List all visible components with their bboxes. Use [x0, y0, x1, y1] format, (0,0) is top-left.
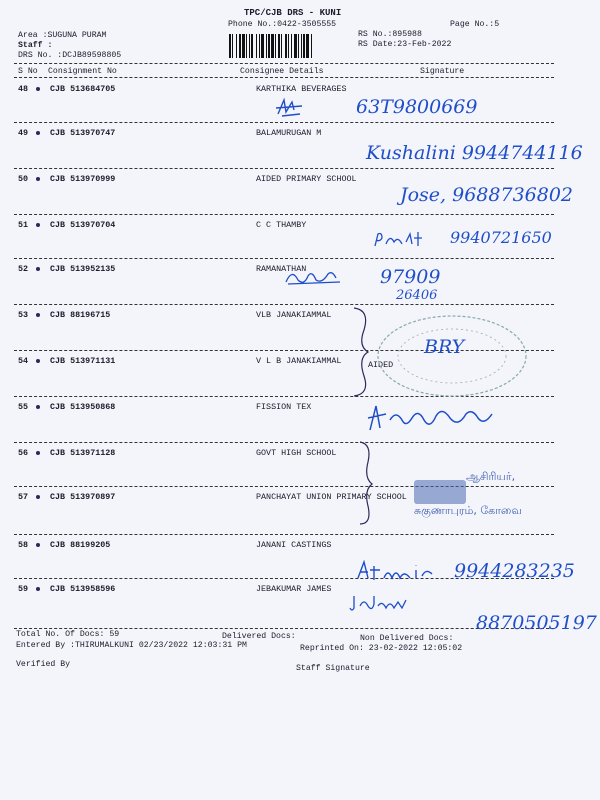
row-bullet: [36, 313, 40, 317]
barcode-bar: [291, 34, 292, 58]
column-consignee: Consignee Details: [240, 67, 324, 76]
row-bullet: [36, 587, 40, 591]
stamp-ink-blot: [414, 480, 466, 504]
row-divider: [14, 628, 554, 629]
column-consignment: Consignment No: [48, 67, 117, 76]
row-sno: 56: [18, 448, 29, 458]
row-consignee-name: FISSION TEX: [256, 402, 312, 412]
row-bullet: [36, 405, 40, 409]
barcode-bar: [229, 34, 231, 58]
row-50-signature: Jose, 9688736802: [400, 184, 574, 206]
row-consignee-name: VLB JANAKIAMMAL: [256, 310, 332, 320]
barcode-bar: [311, 34, 312, 58]
row-sno: 52: [18, 264, 29, 274]
row-divider: [14, 168, 554, 169]
row-sno: 55: [18, 402, 29, 412]
row-bullet: [36, 359, 40, 363]
barcode-bar: [266, 34, 267, 58]
staff-label: Staff :: [18, 41, 53, 50]
barcode-bar: [249, 34, 250, 58]
barcode-bar: [278, 34, 280, 58]
brace-53-54: [350, 306, 374, 398]
barcode-bar: [261, 34, 264, 58]
total-docs: Total No. Of Docs: 59: [16, 630, 120, 639]
row-58-signature: 9944283235: [454, 560, 575, 582]
row-divider: [14, 442, 554, 443]
area-label: Area :SUGUNA PURAM: [18, 31, 107, 40]
row-51-signature: 9940721650: [450, 228, 552, 247]
page-number: Page No.:5: [450, 20, 500, 29]
row-consignee-name: JANANI CASTINGS: [256, 540, 332, 550]
row-consignment-number: CJB 513950868: [50, 402, 116, 412]
row-48-scribble: [274, 96, 304, 118]
row-sno: 59: [18, 584, 29, 594]
row-consignment-number: CJB 513970897: [50, 492, 116, 502]
barcode-bar: [288, 34, 289, 58]
row-divider: [14, 534, 554, 535]
reprinted-on: Reprinted On: 23-02-2022 12:05:02: [300, 644, 463, 653]
row-divider: [14, 258, 554, 259]
row-bullet: [36, 177, 40, 181]
barcode-bar: [239, 34, 241, 58]
row-bullet: [36, 267, 40, 271]
barcode-bar: [306, 34, 309, 58]
row-consignee-name: KARTHIKA BEVERAGES: [256, 84, 347, 94]
row-divider: [14, 214, 554, 215]
rs-number: RS No.:895988: [358, 30, 422, 39]
row-consignment-number: CJB 513952135: [50, 264, 116, 274]
barcode-bar: [246, 34, 247, 58]
row-consignee-name: GOVT HIGH SCHOOL: [256, 448, 337, 458]
staff-signature-label: Staff Signature: [296, 664, 370, 673]
row-consignment-number: CJB 513970704: [50, 220, 116, 230]
row-consignment-number: CJB 88196715: [50, 310, 111, 320]
barcode-image: [228, 34, 352, 58]
row-consignment-number: CJB 513958596: [50, 584, 116, 594]
row-consignment-number: CJB 513971131: [50, 356, 116, 366]
brace-56-57: [356, 440, 376, 526]
column-divider: [14, 77, 554, 78]
row-51-scribble: [372, 228, 424, 250]
row-consignee-name: BALAMURUGAN M: [256, 128, 322, 138]
row-consignee-name: C C THAMBY: [256, 220, 307, 230]
row-sno: 53: [18, 310, 29, 320]
school-stamp: [414, 470, 564, 518]
barcode-bar: [256, 34, 257, 58]
row-consignment-number: CJB 513970747: [50, 128, 116, 138]
row-bullet: [36, 451, 40, 455]
row-consignee-name: RAMANATHAN: [256, 264, 307, 274]
stamp-line-2: சுகுணாபுரம், கோவை: [414, 504, 522, 517]
row-52-signature-extra: 26406: [396, 288, 438, 303]
phone-number: Phone No.:0422-3505555: [228, 20, 337, 29]
barcode-bar: [271, 34, 274, 58]
barcode-bar: [298, 34, 299, 58]
row-bullet: [36, 223, 40, 227]
barcode-bar: [281, 34, 282, 58]
barcode-bar: [259, 34, 260, 58]
stamp-line-1: ஆசிரியர்,: [466, 470, 516, 483]
row-54-aided-note: AIDED: [368, 360, 394, 370]
row-consignee-name: PANCHAYAT UNION PRIMARY SCHOOL: [256, 492, 407, 502]
non-delivered-docs: Non Delivered Docs:: [360, 634, 454, 643]
row-55-scribble: [366, 400, 498, 436]
row-bullet: [36, 543, 40, 547]
row-sno: 49: [18, 128, 29, 138]
row-consignment-number: CJB 513684705: [50, 84, 116, 94]
delivered-docs: Delivered Docs:: [222, 632, 296, 641]
barcode-bar: [303, 34, 305, 58]
row-sno: 58: [18, 540, 29, 550]
row-59-signature: 8870505197: [476, 612, 597, 634]
row-48-signature: 63T9800669: [356, 96, 478, 118]
row-consignment-number: CJB 513971128: [50, 448, 116, 458]
column-signature: Signature: [420, 67, 465, 76]
row-sno: 50: [18, 174, 29, 184]
row-consignment-number: CJB 88199205: [50, 540, 111, 550]
barcode-bar: [236, 34, 237, 58]
row-49-signature: Kushalini 9944744116: [366, 142, 583, 164]
row-bullet: [36, 495, 40, 499]
row-bullet: [36, 131, 40, 135]
column-sno: S No: [18, 67, 38, 76]
row-52-signature: 97909: [380, 266, 441, 288]
verified-by: Verified By: [16, 660, 71, 669]
row-divider: [14, 122, 554, 123]
row-consignment-number: CJB 513970999: [50, 174, 116, 184]
row-sno: 54: [18, 356, 29, 366]
barcode-bar: [242, 34, 245, 58]
barcode-bar: [301, 34, 302, 58]
barcode-bar: [232, 34, 233, 58]
row-54-signature: BRY: [424, 336, 465, 358]
rs-date: RS Date:23-Feb-2022: [358, 40, 452, 49]
header-divider: [14, 63, 554, 64]
row-59-scribble: [348, 592, 410, 614]
entered-by: Entered By :THIRUMALKUNI 02/23/2022 12:03:31 PM: [16, 641, 247, 650]
drs-number: DRS No. :DCJB89598805: [18, 51, 122, 60]
row-consignee-name: V L B JANAKIAMMAL: [256, 356, 342, 366]
barcode-bar: [294, 34, 297, 58]
row-sno: 57: [18, 492, 29, 502]
barcode-bar: [251, 34, 253, 58]
row-bullet: [36, 87, 40, 91]
row-58-scribble: [354, 558, 438, 584]
row-sno: 48: [18, 84, 29, 94]
row-52-scribble: [282, 266, 362, 288]
barcode-bar: [268, 34, 270, 58]
barcode-bar: [275, 34, 276, 58]
row-consignee-name: JEBAKUMAR JAMES: [256, 584, 332, 594]
row-divider: [14, 304, 554, 305]
row-sno: 51: [18, 220, 29, 230]
barcode-bar: [285, 34, 287, 58]
document-title: TPC/CJB DRS - KUNI: [244, 8, 342, 18]
row-consignee-name: AIDED PRIMARY SCHOOL: [256, 174, 357, 184]
